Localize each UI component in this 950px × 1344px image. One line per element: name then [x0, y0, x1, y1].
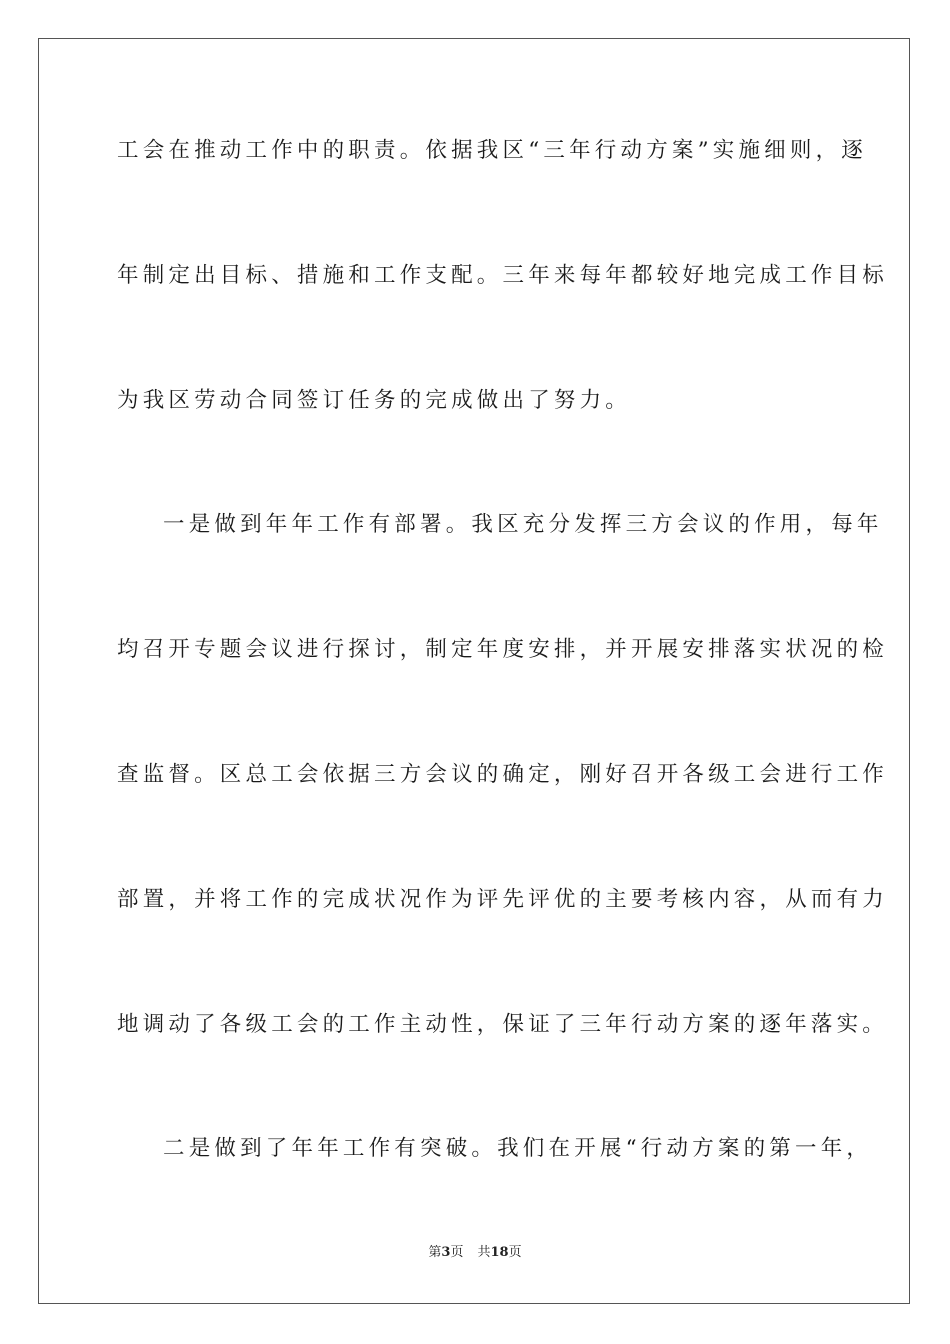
total-pages: 18: [490, 1245, 509, 1260]
text-line-9: 二是做到了年年工作有突破。我们在开展“行动方案的第一年，: [163, 1136, 873, 1162]
page-suffix: 页: [450, 1245, 464, 1260]
total-suffix: 页: [508, 1245, 522, 1260]
total-prefix: 共: [477, 1245, 491, 1260]
text-line-6: 查监督。区总工会依据三方会议的确定，刚好召开各级工会进行工作: [117, 761, 889, 787]
text-line-1: 工会在推动工作中的职责。依据我区“三年行动方案”实施细则，逐: [117, 138, 867, 163]
text-line-8: 地调动了各级工会的工作主动性，保证了三年行动方案的逐年落实。: [117, 1011, 889, 1037]
page-number: 3: [441, 1245, 451, 1260]
text-line-3: 为我区劳动合同签订任务的完成做出了努力。: [117, 387, 632, 413]
page-footer: [0, 1243, 950, 1263]
text-line-7: 部置，并将工作的完成状况作为评先评优的主要考核内容，从而有力: [117, 886, 889, 912]
page-prefix: 第: [428, 1245, 442, 1260]
text-line-4: 一是做到年年工作有部署。我区充分发挥三方会议的作用，每年: [163, 512, 883, 538]
text-line-2: 年制定出目标、措施和工作支配。三年来每年都较好地完成工作目标: [117, 262, 889, 288]
text-line-5: 均召开专题会议进行探讨，制定年度安排，并开展安排落实状况的检: [117, 637, 889, 663]
document-body: [117, 120, 889, 1243]
